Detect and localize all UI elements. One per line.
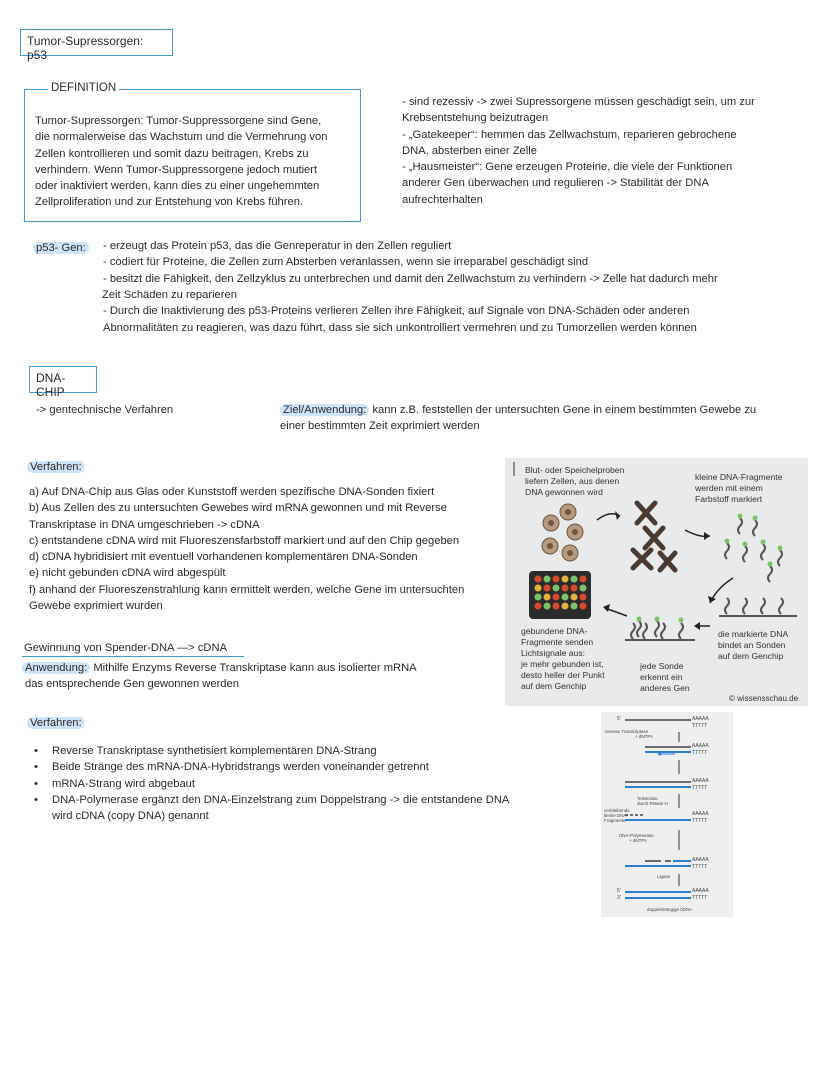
- dnachip-method: -> gentechnische Verfahren: [36, 404, 174, 416]
- polyt-label: TTTTT: [692, 895, 708, 901]
- p53-line: - erzeugt das Protein p53, das die Genreperatur in den Zellen reguliert: [103, 240, 452, 252]
- step-line: d) cDNA hybridisiert mit eventuell vorhandenen komplementären DNA-Sonden: [29, 551, 418, 564]
- definition-line: verhindern. Wenn Tumor-Suppressorgene jedoch mutiert: [35, 163, 318, 176]
- chromosome-icon: [633, 503, 675, 570]
- bullet-item: • mRNA-Strang wird abgebaut: [29, 776, 525, 792]
- fig1-caption-fragments: kleine DNA-Fragmente werden mit einem Farbstoff markiert: [695, 472, 783, 504]
- p53-label: p53- Gen:: [33, 240, 89, 256]
- properties-line: - sind rezessiv -> zwei Supressorgene müssen geschädigt sein, um zur: [402, 96, 755, 108]
- step-line: e) nicht gebunden cDNA wird abgespült: [29, 567, 226, 580]
- p53-line: - Durch die Inaktivierung des p53-Proteins verlieren Zellen ihre Fähigkeit, auf Signale von DNA-Schäden oder anderen: [103, 305, 690, 318]
- verfahren1-steps: [29, 484, 499, 614]
- step-line: a) Auf DNA-Chip aus Glas oder Kunststoff werden spezifische DNA-Sonden fixiert: [29, 486, 435, 498]
- definition-label: DEFINITION: [48, 82, 119, 94]
- verfahren2-list: [29, 743, 525, 824]
- p53-line: - besitzt die Fähigkeit, den Zellzyklus zu unterbrechen und damit den Zellwachstum zu verhindern -> Zelle hat dadurch mehr: [103, 272, 718, 285]
- three-prime-label: 3': [617, 895, 621, 901]
- cdna-title-underline: [22, 656, 244, 657]
- p53-line: - codiert für Proteine, die Zellen zum Absterben veranlassen, wenn sie irreparabel geschädigt sind: [103, 256, 589, 269]
- goal-label: Ziel/Anwendung:: [280, 404, 369, 416]
- polya-label: AAAAA: [692, 857, 709, 863]
- polya-label: AAAAA: [692, 743, 709, 749]
- definition-line: die normalerweise das Wachstum und die Vermehrung von: [35, 131, 328, 144]
- definition-line: Tumor-Supressorgen: Tumor-Suppressorgene sind Gene,: [35, 115, 322, 127]
- step-line: c) entstandene cDNA wird mit Fluoreszensfarbstoff markiert und auf den Chip gegeben: [29, 534, 460, 547]
- definition-line: Zellproliferation und zur Entstehung von Krebs führen.: [35, 196, 304, 209]
- page-title: Tumor-Supressorgen: p53: [27, 34, 144, 62]
- bullet-item: • Reverse Transkriptase synthetisiert komplementären DNA-Strang: [29, 743, 525, 759]
- p53-text-cont: [103, 287, 803, 336]
- application-line: Mithilfe Enzyms Reverse Transkriptase kann aus isolierter mRNA: [93, 662, 417, 674]
- fig2-label-result: doppelsträngige cDNA: [647, 907, 693, 912]
- definition-line: Zellen kontrollieren und somit dazu beitragen, Krebs zu: [35, 147, 309, 160]
- properties-line: DNA, absterben einer Zelle: [402, 144, 537, 157]
- dnachip-goal: [280, 402, 800, 435]
- properties-line: aufrechterhalten: [402, 193, 483, 206]
- fig1-caption-binding: die markierte DNA bindet an Sonden auf dem Genchip: [718, 629, 789, 661]
- properties-line: - „Gatekeeper“: hemmen das Zellwachstum, reparieren gebrochene: [402, 128, 737, 141]
- step-line: Transkriptase in DNA umgeschrieben -> cDNA: [29, 518, 260, 531]
- dnachip-title: DNA-CHIP: [36, 371, 66, 399]
- verfahren2-label: Verfahren:: [27, 715, 85, 731]
- properties-line: anderer Gen überwachen und regulieren -> Stabilität der DNA: [402, 177, 709, 190]
- p53-text: [103, 238, 803, 287]
- fig1-caption-signals: gebundene DNA- Fragmente senden Lichtsignale aus: je mehr gebunden ist, desto heller der Punkt auf dem Genchip: [521, 626, 605, 691]
- goal-line: einer bestimmten Zeit exprimiert werden: [280, 420, 480, 433]
- polyt-label: TTTTT: [692, 785, 708, 791]
- verfahren1-label: Verfahren:: [27, 459, 85, 475]
- bullet-item: • DNA-Polymerase ergänzt den DNA-Einzelstrang zum Doppelstrang -> die entstandene DNA wird cDNA (copy DNA) genannt: [29, 792, 525, 825]
- fig1-caption-probe: jede Sonde erkennt ein anderes Gen: [640, 661, 690, 693]
- fig1-credit: © wissensschau.de: [729, 694, 799, 703]
- application-line: das entsprechende Gen gewonnen werden: [25, 678, 239, 691]
- definition-line: oder inaktiviert werden, kann dies zu einer ungehemmten: [35, 180, 320, 193]
- dnachip-title-box: [29, 366, 97, 399]
- polyt-label: TTTTT: [692, 864, 708, 870]
- p53-line: Zeit Schäden zu reparieren: [102, 289, 237, 301]
- step-line: Gewebe exprimiert wurden: [29, 600, 163, 613]
- properties-line: Krebsentstehung beizutragen: [402, 112, 549, 125]
- step-line: f) anhand der Fluoreszenstrahlung kann ermittelt werden, welche Gene im untersuchten: [29, 583, 465, 596]
- properties-text: [402, 94, 812, 208]
- fig2-label-polymerase: DNA-Polymerase + dNTPs: [619, 833, 654, 843]
- polyt-label: TTTTT: [692, 723, 708, 729]
- application-label: Anwendung:: [22, 662, 90, 674]
- fig2-label-ligase: Ligase: [657, 874, 671, 879]
- fig2-label-rt: reverse Transkriptase + dNTPs: [605, 729, 653, 739]
- polya-label: AAAAA: [692, 888, 709, 894]
- polyt-label: TTTTT: [692, 750, 708, 756]
- cdna-application: [22, 660, 472, 693]
- p53-line: Abnormalitäten zu reagieren, was dazu führt, dass sie sich unkontrolliert vermehren und zu Tumorzellen werden können: [103, 321, 697, 334]
- fig2-label-rnase: Teilverdau durch RNase H: [637, 796, 668, 806]
- definition-text: [35, 113, 355, 211]
- step-line: b) Aus Zellen des zu untersuchten Gewebes wird mRNA gewonnen und mit Reverse: [29, 502, 447, 515]
- fig2-label-fragments: verbleibende kleine DNA- Fragmente: [604, 808, 630, 823]
- dnachip-figure: [505, 458, 808, 706]
- polya-label: AAAAA: [692, 811, 709, 817]
- bullet-item: • Beide Stränge des mRNA-DNA-Hybridstrangs werden voneinander getrennt: [29, 759, 525, 775]
- polyt-label: TTTTT: [692, 818, 708, 824]
- properties-line: - „Hausmeister“: Gene erzeugen Proteine, die viele der Funktionen: [402, 161, 733, 174]
- cdna-figure: [601, 712, 733, 917]
- fig1-caption-samples: Blut- oder Speichelproben liefern Zellen, aus denen DNA gewonnen wird: [525, 465, 625, 497]
- cdna-title: Gewinnung von Spender-DNA —> cDNA: [24, 642, 228, 654]
- five-prime-label: 5': [617, 716, 621, 722]
- five-prime-label: 5': [617, 888, 621, 894]
- page-title-box: [20, 29, 173, 62]
- goal-line: kann z.B. feststellen der untersuchten Gene in einem bestimmten Gewebe zu: [372, 404, 757, 416]
- polya-label: AAAAA: [692, 778, 709, 784]
- polya-label: AAAAA: [692, 716, 709, 722]
